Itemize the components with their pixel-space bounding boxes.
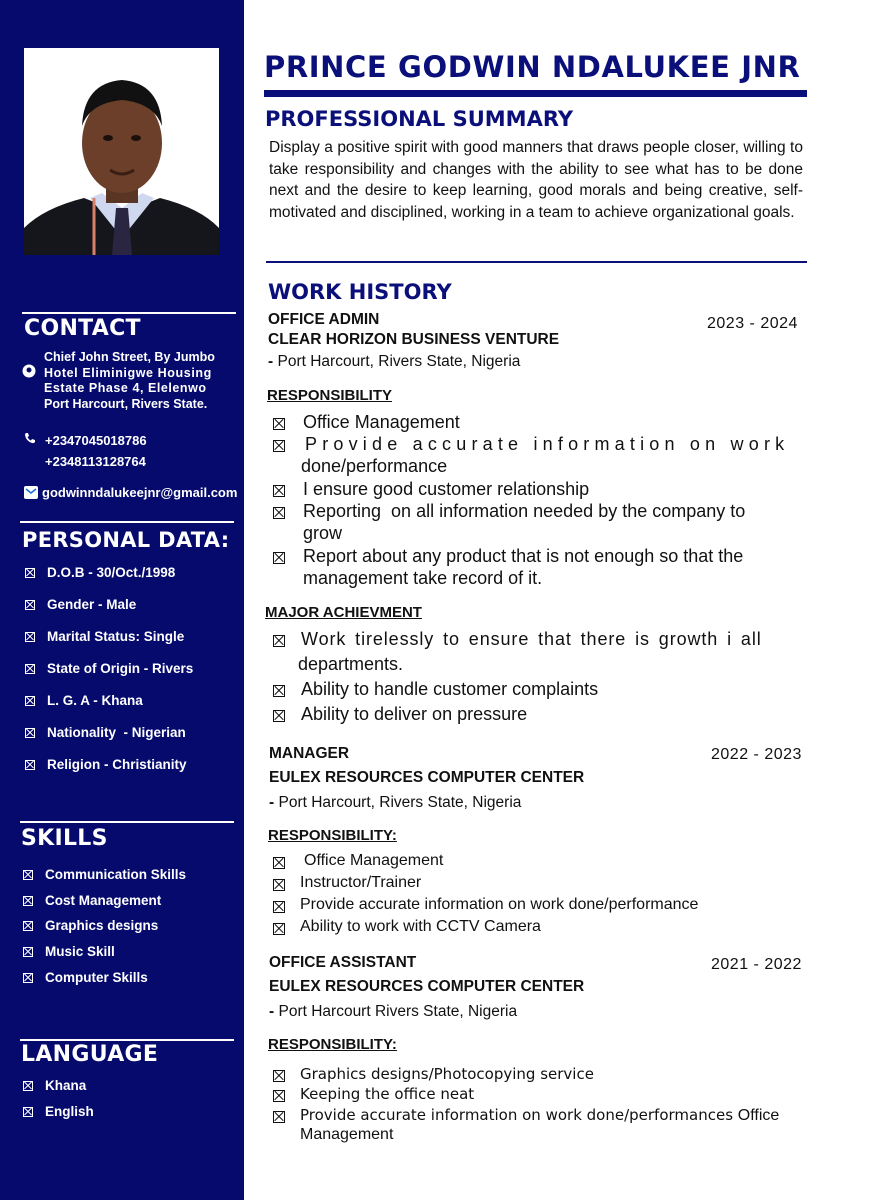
language-item-text: Khana <box>45 1078 87 1093</box>
responsibility-text: I ensure good customer relationship <box>303 479 590 499</box>
checkbox-icon <box>273 1090 285 1102</box>
responsibility-text: Office Management <box>304 852 444 869</box>
skill-item-text: Computer Skills <box>45 970 148 985</box>
personal-item-text: Nationality - Nigerian <box>47 725 186 740</box>
checkbox-icon <box>23 1081 33 1091</box>
checkbox-icon <box>23 973 33 983</box>
job-location <box>268 353 520 371</box>
responsibility-text: Graphics designs/Photocopying service <box>300 1065 594 1083</box>
contact-divider <box>22 312 236 314</box>
contact-email: godwinndalukeejnr@gmail.com <box>42 485 238 500</box>
language-title: LANGUAGE <box>21 1042 159 1067</box>
phone-number: +2347045018786 <box>45 433 147 448</box>
job-company: EULEX RESOURCES COMPUTER CENTER <box>269 769 585 786</box>
personal-item <box>25 725 186 740</box>
language-item-text: English <box>45 1104 94 1119</box>
phone-icon <box>24 432 36 444</box>
work-history-title: WORK HISTORY <box>268 280 452 304</box>
responsibility-text: Instructor/Trainer <box>300 874 422 891</box>
achievement-text: Work tirelessly to ensure that there is growth i all <box>301 629 762 649</box>
responsibility-text: Provide accurate information on work done/performances <box>300 1106 734 1124</box>
responsibility-text: Management <box>300 1126 394 1143</box>
responsibility-text: Keeping the office neat <box>300 1085 475 1103</box>
job-role: OFFICE ASSISTANT <box>269 954 417 971</box>
location-text: Port Harcourt Rivers State, Nigeria <box>278 1003 518 1020</box>
checkbox-icon <box>273 923 285 935</box>
responsibility-title: RESPONSIBILITY <box>267 387 393 404</box>
checkbox-icon <box>273 418 285 430</box>
skill-item-text: Graphics designs <box>45 918 159 933</box>
responsibility-text: Provide accurate information on work <box>305 434 790 454</box>
skill-item <box>23 970 148 985</box>
checkbox-icon <box>273 710 285 722</box>
job-company: CLEAR HORIZON BUSINESS VENTURE <box>268 331 560 348</box>
personal-item <box>25 661 193 676</box>
language-divider <box>20 1039 234 1041</box>
job-role: OFFICE ADMIN <box>268 311 380 328</box>
checkbox-icon <box>273 440 285 452</box>
language-item <box>23 1078 86 1093</box>
job-role: MANAGER <box>269 745 350 762</box>
checkbox-icon <box>23 896 33 906</box>
responsibility-text: grow <box>303 523 343 543</box>
location-dash: - <box>268 353 274 370</box>
email-icon <box>24 486 38 499</box>
personal-item <box>25 565 175 580</box>
responsibility-text: Reporting on all information needed by the company to <box>303 501 746 521</box>
location-dash: - <box>269 794 275 811</box>
contact-title: CONTACT <box>24 316 141 341</box>
checkbox-icon <box>273 485 285 497</box>
skill-item-text: Cost Management <box>45 893 162 908</box>
checkbox-icon <box>273 685 285 697</box>
checkbox-icon <box>273 901 285 913</box>
skill-item <box>23 918 158 933</box>
phone-number: +2348113128764 <box>45 454 146 469</box>
sidebar <box>0 0 244 1200</box>
checkbox-icon <box>273 635 285 647</box>
job-years: 2022 - 2023 <box>711 746 802 763</box>
responsibility-text: Office Management <box>303 412 460 432</box>
checkbox-icon <box>25 728 35 738</box>
address-line: Estate Phase 4, Elelenwo <box>44 381 207 395</box>
personal-item-text: D.O.B - 30/Oct./1998 <box>47 565 176 580</box>
responsibility-text: Report about any product that is not enough so that the <box>303 546 744 566</box>
achievement-text: departments. <box>298 654 404 674</box>
personal-item-text: L. G. A - Khana <box>47 693 143 708</box>
personal-item-text: Marital Status: Single <box>47 629 185 644</box>
location-text: Port Harcourt, Rivers State, Nigeria <box>277 353 521 370</box>
job-years: 2023 - 2024 <box>707 315 798 332</box>
job-years: 2021 - 2022 <box>711 956 802 973</box>
responsibility-title: RESPONSIBILITY: <box>268 1036 397 1053</box>
checkbox-icon <box>273 552 285 564</box>
personal-item-text: State of Origin - Rivers <box>47 661 194 676</box>
address-line: Chief John Street, By Jumbo <box>44 350 215 364</box>
checkbox-icon <box>273 857 285 869</box>
job-location <box>269 1003 517 1021</box>
responsibility-text: Ability to work with CCTV Camera <box>300 918 541 935</box>
summary-divider <box>266 261 807 263</box>
personal-item <box>25 757 187 772</box>
achievement-text: Ability to handle customer complaints <box>301 679 599 699</box>
skill-item-text: Music Skill <box>45 944 115 959</box>
checkbox-icon <box>25 696 35 706</box>
skills-divider <box>20 821 234 823</box>
name-underline <box>264 90 807 97</box>
checkbox-icon <box>25 600 35 610</box>
profile-photo <box>24 48 219 255</box>
checkbox-icon <box>25 632 35 642</box>
checkbox-icon <box>273 1070 285 1082</box>
personal-item-text: Gender - Male <box>47 597 137 612</box>
checkbox-icon <box>25 664 35 674</box>
personal-item <box>25 693 143 708</box>
responsibility-text: Office <box>737 1107 780 1124</box>
checkbox-icon <box>273 879 285 891</box>
candidate-name: PRINCE GODWIN NDALUKEE JNR <box>264 50 801 84</box>
checkbox-icon <box>23 870 33 880</box>
location-dash: - <box>269 1003 275 1020</box>
personal-item <box>25 629 184 644</box>
summary-title: PROFESSIONAL SUMMARY <box>265 107 574 131</box>
skill-item <box>23 893 161 908</box>
responsibility-text: done/performance <box>301 456 448 476</box>
responsibility-title: RESPONSIBILITY: <box>268 827 397 844</box>
location-text: Port Harcourt, Rivers State, Nigeria <box>278 794 522 811</box>
job-location <box>269 794 521 812</box>
personal-title: PERSONAL DATA: <box>22 528 230 552</box>
address-line: Port Harcourt, Rivers State. <box>44 396 208 411</box>
responsibility-text: Provide accurate information on work done/performance <box>300 896 699 913</box>
skill-item <box>23 944 115 959</box>
checkbox-icon <box>273 1111 285 1123</box>
summary-text: Display a positive spirit with good manners that draws people closer, willing to take responsibility and changes with the ability to see what has to be done next and the desire to keep learning, good morals and being creative, self-motivated and disciplined, working in a team to achieve organizational goals. <box>269 139 803 221</box>
contact-address <box>44 350 215 412</box>
responsibility-text: management take record of it. <box>303 568 543 588</box>
job-company: EULEX RESOURCES COMPUTER CENTER <box>269 978 585 995</box>
skill-item <box>23 867 186 882</box>
language-item <box>23 1104 94 1119</box>
checkbox-icon <box>23 921 33 931</box>
checkbox-icon <box>25 568 35 578</box>
skill-item-text: Communication Skills <box>45 867 187 882</box>
main-content <box>244 0 876 1200</box>
personal-item-text: Religion - Christianity <box>47 757 187 772</box>
achievement-text: Ability to deliver on pressure <box>301 704 528 724</box>
location-pin-icon <box>22 364 36 378</box>
personal-item <box>25 597 136 612</box>
personal-divider <box>20 521 234 523</box>
checkbox-icon <box>273 507 285 519</box>
address-line: Hotel Eliminigwe Housing <box>44 365 212 380</box>
checkbox-icon <box>25 760 35 770</box>
contact-phones <box>45 430 147 472</box>
achievement-title: MAJOR ACHIEVMENT <box>265 604 422 621</box>
checkbox-icon <box>23 947 33 957</box>
checkbox-icon <box>23 1107 33 1117</box>
skills-title: SKILLS <box>21 826 108 851</box>
